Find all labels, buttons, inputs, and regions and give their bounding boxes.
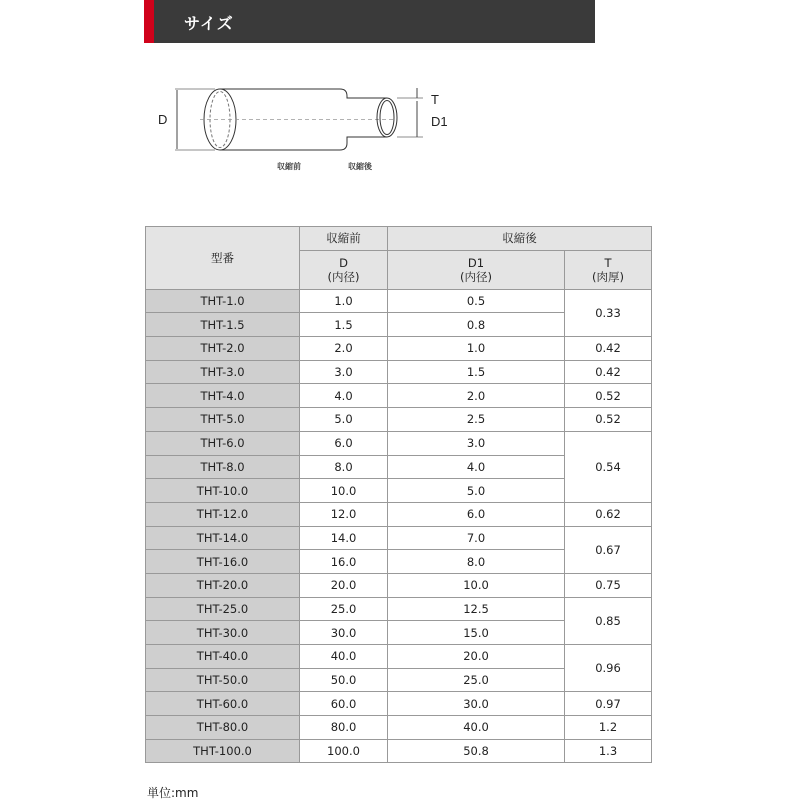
cell-d: 6.0 <box>300 431 388 455</box>
cell-d1: 30.0 <box>388 692 565 716</box>
diagram-label-after: 収縮後 <box>348 162 372 171</box>
cell-model: THT-4.0 <box>146 384 300 408</box>
cell-t: 0.97 <box>565 692 652 716</box>
cell-t: 0.85 <box>565 597 652 644</box>
cell-model: THT-20.0 <box>146 573 300 597</box>
cell-model: THT-6.0 <box>146 431 300 455</box>
cell-d1: 40.0 <box>388 716 565 740</box>
cell-d: 20.0 <box>300 573 388 597</box>
cell-d1: 25.0 <box>388 668 565 692</box>
cell-d: 1.5 <box>300 313 388 337</box>
size-spec-table <box>145 226 652 763</box>
table-row <box>146 431 652 455</box>
cell-d1: 7.0 <box>388 526 565 550</box>
cell-model: THT-1.5 <box>146 313 300 337</box>
cell-model: THT-3.0 <box>146 360 300 384</box>
cell-t: 0.75 <box>565 573 652 597</box>
cell-model: THT-50.0 <box>146 668 300 692</box>
unit-note: 単位:mm <box>147 786 199 800</box>
cell-d: 4.0 <box>300 384 388 408</box>
header-t: T (肉厚) <box>565 250 652 289</box>
cell-d1: 12.5 <box>388 597 565 621</box>
cell-d1: 8.0 <box>388 550 565 574</box>
cell-d: 40.0 <box>300 645 388 669</box>
header-before-shrink: 収縮前 <box>300 227 388 251</box>
cell-d: 100.0 <box>300 739 388 763</box>
cell-t: 1.2 <box>565 716 652 740</box>
diagram-label-t: T <box>431 92 439 107</box>
cell-t: 0.96 <box>565 645 652 692</box>
cell-d: 60.0 <box>300 692 388 716</box>
cell-d: 10.0 <box>300 479 388 503</box>
cell-t: 0.54 <box>565 431 652 502</box>
cell-t: 0.52 <box>565 408 652 432</box>
cell-d: 25.0 <box>300 597 388 621</box>
cell-d: 2.0 <box>300 337 388 361</box>
header-accent-bar <box>144 0 154 43</box>
cell-d1: 3.0 <box>388 431 565 455</box>
cell-model: THT-14.0 <box>146 526 300 550</box>
cell-model: THT-100.0 <box>146 739 300 763</box>
cell-d1: 0.5 <box>388 289 565 313</box>
cell-d: 1.0 <box>300 289 388 313</box>
cell-t: 0.52 <box>565 384 652 408</box>
table-row <box>146 408 652 432</box>
cell-d1: 50.8 <box>388 739 565 763</box>
cell-t: 1.3 <box>565 739 652 763</box>
cell-d1: 0.8 <box>388 313 565 337</box>
table-body <box>146 289 652 763</box>
header-model: 型番 <box>146 227 300 290</box>
cell-model: THT-30.0 <box>146 621 300 645</box>
diagram-label-d: D <box>158 112 168 127</box>
diagram-label-d1: D1 <box>431 114 448 129</box>
table-row <box>146 692 652 716</box>
cell-model: THT-25.0 <box>146 597 300 621</box>
cell-d1: 15.0 <box>388 621 565 645</box>
cell-d: 50.0 <box>300 668 388 692</box>
cell-d: 16.0 <box>300 550 388 574</box>
cell-d: 5.0 <box>300 408 388 432</box>
cell-d1: 2.5 <box>388 408 565 432</box>
cell-t: 0.42 <box>565 337 652 361</box>
cell-model: THT-8.0 <box>146 455 300 479</box>
section-title: サイズ <box>184 14 234 33</box>
cell-model: THT-40.0 <box>146 645 300 669</box>
cell-t: 0.67 <box>565 526 652 573</box>
table-row <box>146 716 652 740</box>
table-row <box>146 739 652 763</box>
cell-d: 3.0 <box>300 360 388 384</box>
table-row <box>146 645 652 669</box>
table-row <box>146 360 652 384</box>
table-row <box>146 384 652 408</box>
cell-d1: 2.0 <box>388 384 565 408</box>
cell-d: 14.0 <box>300 526 388 550</box>
cell-model: THT-1.0 <box>146 289 300 313</box>
cell-d: 30.0 <box>300 621 388 645</box>
cell-d1: 10.0 <box>388 573 565 597</box>
cell-model: THT-12.0 <box>146 502 300 526</box>
diagram-label-before: 収縮前 <box>277 162 301 171</box>
section-header <box>144 0 595 43</box>
cell-d1: 1.0 <box>388 337 565 361</box>
cell-d: 8.0 <box>300 455 388 479</box>
cell-model: THT-80.0 <box>146 716 300 740</box>
cell-model: THT-16.0 <box>146 550 300 574</box>
cell-model: THT-60.0 <box>146 692 300 716</box>
table-row <box>146 526 652 550</box>
cell-d: 80.0 <box>300 716 388 740</box>
cell-d1: 6.0 <box>388 502 565 526</box>
table-row <box>146 597 652 621</box>
cell-d1: 4.0 <box>388 455 565 479</box>
cell-model: THT-10.0 <box>146 479 300 503</box>
cell-model: THT-5.0 <box>146 408 300 432</box>
cell-d1: 5.0 <box>388 479 565 503</box>
cell-d: 12.0 <box>300 502 388 526</box>
cell-d1: 20.0 <box>388 645 565 669</box>
tube-diagram <box>155 82 455 182</box>
table-row <box>146 573 652 597</box>
cell-t: 0.33 <box>565 289 652 336</box>
table-row <box>146 502 652 526</box>
cell-model: THT-2.0 <box>146 337 300 361</box>
header-d1: D1 (内径) <box>388 250 565 289</box>
header-d: D (内径) <box>300 250 388 289</box>
table-row <box>146 289 652 313</box>
cell-d1: 1.5 <box>388 360 565 384</box>
cell-t: 0.42 <box>565 360 652 384</box>
header-after-shrink: 収縮後 <box>388 227 652 251</box>
table-row <box>146 337 652 361</box>
cell-t: 0.62 <box>565 502 652 526</box>
